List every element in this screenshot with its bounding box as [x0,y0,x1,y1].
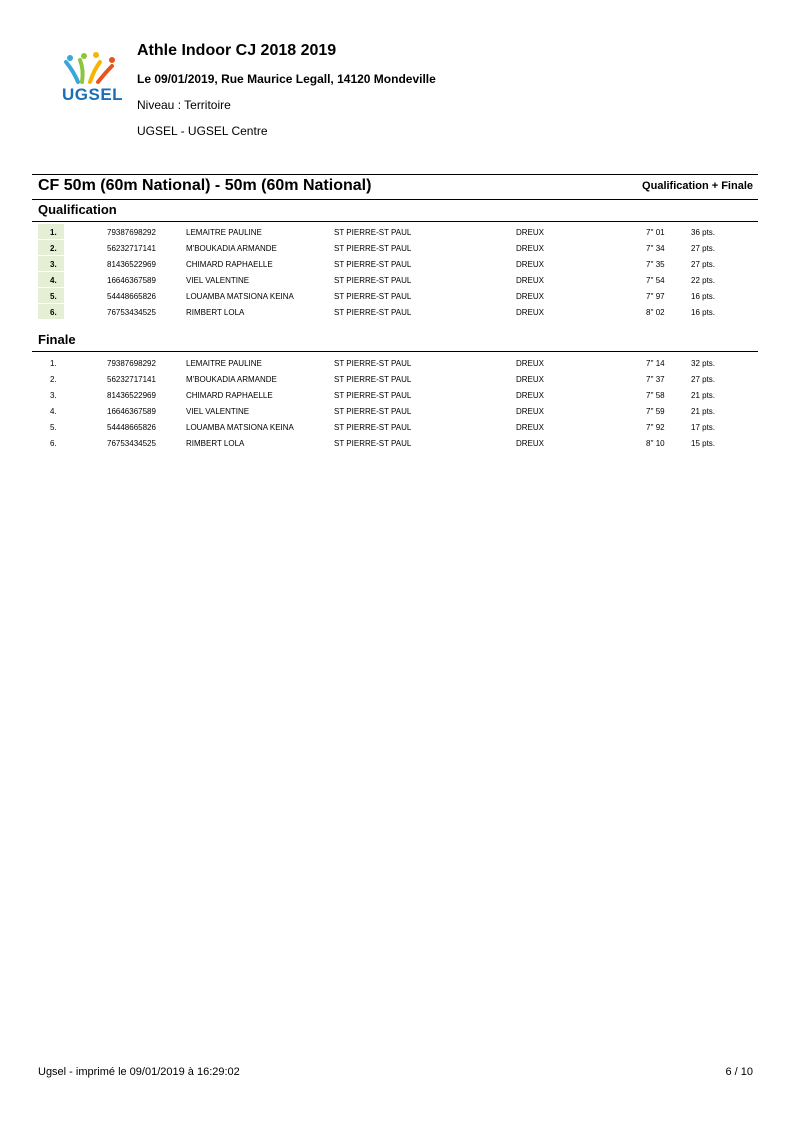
points: 15 pts. [691,439,716,448]
race-time: 7'' 97 [646,292,665,301]
result-row [32,224,758,240]
club-name: ST PIERRE-ST PAUL [334,439,412,448]
rank: 5. [50,423,57,432]
print-info: Ugsel - imprimé le 09/01/2019 à 16:29:02 [38,1066,240,1078]
result-row [32,435,758,451]
license-number: 16646367589 [107,276,156,285]
rank: 4. [50,407,57,416]
club-name: ST PIERRE-ST PAUL [334,375,412,384]
club-name: ST PIERRE-ST PAUL [334,407,412,416]
rank: 4. [50,276,57,285]
license-number: 76753434525 [107,308,156,317]
result-row [32,355,758,371]
race-time: 7'' 35 [646,260,665,269]
rank: 6. [50,439,57,448]
result-row [32,304,758,320]
club-name: ST PIERRE-ST PAUL [334,260,412,269]
points: 27 pts. [691,244,716,253]
race-time: 8'' 10 [646,439,665,448]
finale-title: Finale [38,332,76,347]
event-title: CF 50m (60m National) - 50m (60m National) [38,177,372,194]
athlete-name: VIEL VALENTINE [186,276,250,285]
points: 21 pts. [691,407,716,416]
finale-rule [32,351,758,352]
license-number: 79387698292 [107,359,156,368]
club-city: DREUX [516,308,545,317]
license-number: 81436522969 [107,260,156,269]
race-time: 8'' 02 [646,308,665,317]
rank-cell [38,403,64,418]
rank: 1. [50,359,57,368]
club-city: DREUX [516,423,545,432]
rank-cell [38,355,64,370]
rank-cell [38,288,64,303]
points: 16 pts. [691,292,716,301]
athlete-name: M'BOUKADIA ARMANDE [186,244,277,253]
license-number: 76753434525 [107,439,156,448]
club-city: DREUX [516,276,545,285]
athlete-name: LOUAMBA MATSIONA KEINA [186,292,294,301]
license-number: 54448665826 [107,423,156,432]
club-city: DREUX [516,439,545,448]
rank: 3. [50,391,57,400]
race-time: 7'' 01 [646,228,665,237]
club-city: DREUX [516,375,545,384]
license-number: 56232717141 [107,244,156,253]
rank: 6. [50,308,57,317]
meeting-title: Athle Indoor CJ 2018 2019 [137,42,337,59]
race-time: 7'' 59 [646,407,665,416]
points: 16 pts. [691,308,716,317]
rank: 3. [50,260,57,269]
rank: 2. [50,244,57,253]
athlete-name: CHIMARD RAPHAELLE [186,391,273,400]
race-time: 7'' 37 [646,375,665,384]
result-row [32,240,758,256]
athlete-name: LEMAITRE PAULINE [186,359,262,368]
result-row [32,419,758,435]
license-number: 56232717141 [107,375,156,384]
athletes-figures-icon [60,52,126,86]
ugsel-logo [60,52,126,108]
license-number: 79387698292 [107,228,156,237]
athlete-name: CHIMARD RAPHAELLE [186,260,273,269]
race-time: 7'' 92 [646,423,665,432]
club-name: ST PIERRE-ST PAUL [334,308,412,317]
race-time: 7'' 14 [646,359,665,368]
rank: 2. [50,375,57,384]
points: 27 pts. [691,260,716,269]
result-row [32,288,758,304]
rank-cell [38,387,64,402]
logo-text: UGSEL [62,85,124,104]
rank-cell [38,272,64,287]
result-row [32,256,758,272]
rank: 5. [50,292,57,301]
club-name: ST PIERRE-ST PAUL [334,423,412,432]
club-name: ST PIERRE-ST PAUL [334,391,412,400]
page-number: 6 / 10 [725,1066,753,1078]
club-city: DREUX [516,391,545,400]
points: 22 pts. [691,276,716,285]
race-time: 7'' 54 [646,276,665,285]
club-city: DREUX [516,359,545,368]
rank-cell [38,419,64,434]
license-number: 54448665826 [107,292,156,301]
license-number: 81436522969 [107,391,156,400]
rank-cell [38,304,64,319]
club-name: ST PIERRE-ST PAUL [334,244,412,253]
event-header [32,174,758,200]
qualification-title: Qualification [38,202,117,217]
club-city: DREUX [516,228,545,237]
meeting-organization: UGSEL - UGSEL Centre [137,124,268,138]
club-city: DREUX [516,244,545,253]
license-number: 16646367589 [107,407,156,416]
club-name: ST PIERRE-ST PAUL [334,292,412,301]
race-time: 7'' 58 [646,391,665,400]
club-city: DREUX [516,292,545,301]
points: 32 pts. [691,359,716,368]
rank-cell [38,371,64,386]
athlete-name: LEMAITRE PAULINE [186,228,262,237]
club-name: ST PIERRE-ST PAUL [334,228,412,237]
club-city: DREUX [516,407,545,416]
club-name: ST PIERRE-ST PAUL [334,359,412,368]
result-row [32,272,758,288]
points: 36 pts. [691,228,716,237]
athlete-name: M'BOUKADIA ARMANDE [186,375,277,384]
race-time: 7'' 34 [646,244,665,253]
club-city: DREUX [516,260,545,269]
event-type: Qualification + Finale [642,180,753,192]
qualification-rule [32,221,758,222]
club-name: ST PIERRE-ST PAUL [334,276,412,285]
points: 17 pts. [691,423,716,432]
athlete-name: VIEL VALENTINE [186,407,250,416]
meeting-level: Niveau : Territoire [137,98,231,112]
athlete-name: RIMBERT LOLA [186,439,245,448]
rank: 1. [50,228,57,237]
result-row [32,403,758,419]
result-row [32,387,758,403]
athlete-name: LOUAMBA MATSIONA KEINA [186,423,294,432]
result-row [32,371,758,387]
rank-cell [38,256,64,271]
athlete-name: RIMBERT LOLA [186,308,245,317]
points: 27 pts. [691,375,716,384]
rank-cell [38,435,64,450]
meeting-date-location: Le 09/01/2019, Rue Maurice Legall, 14120 Mondeville [137,72,436,86]
rank-cell [38,240,64,255]
rank-cell [38,224,64,239]
points: 21 pts. [691,391,716,400]
